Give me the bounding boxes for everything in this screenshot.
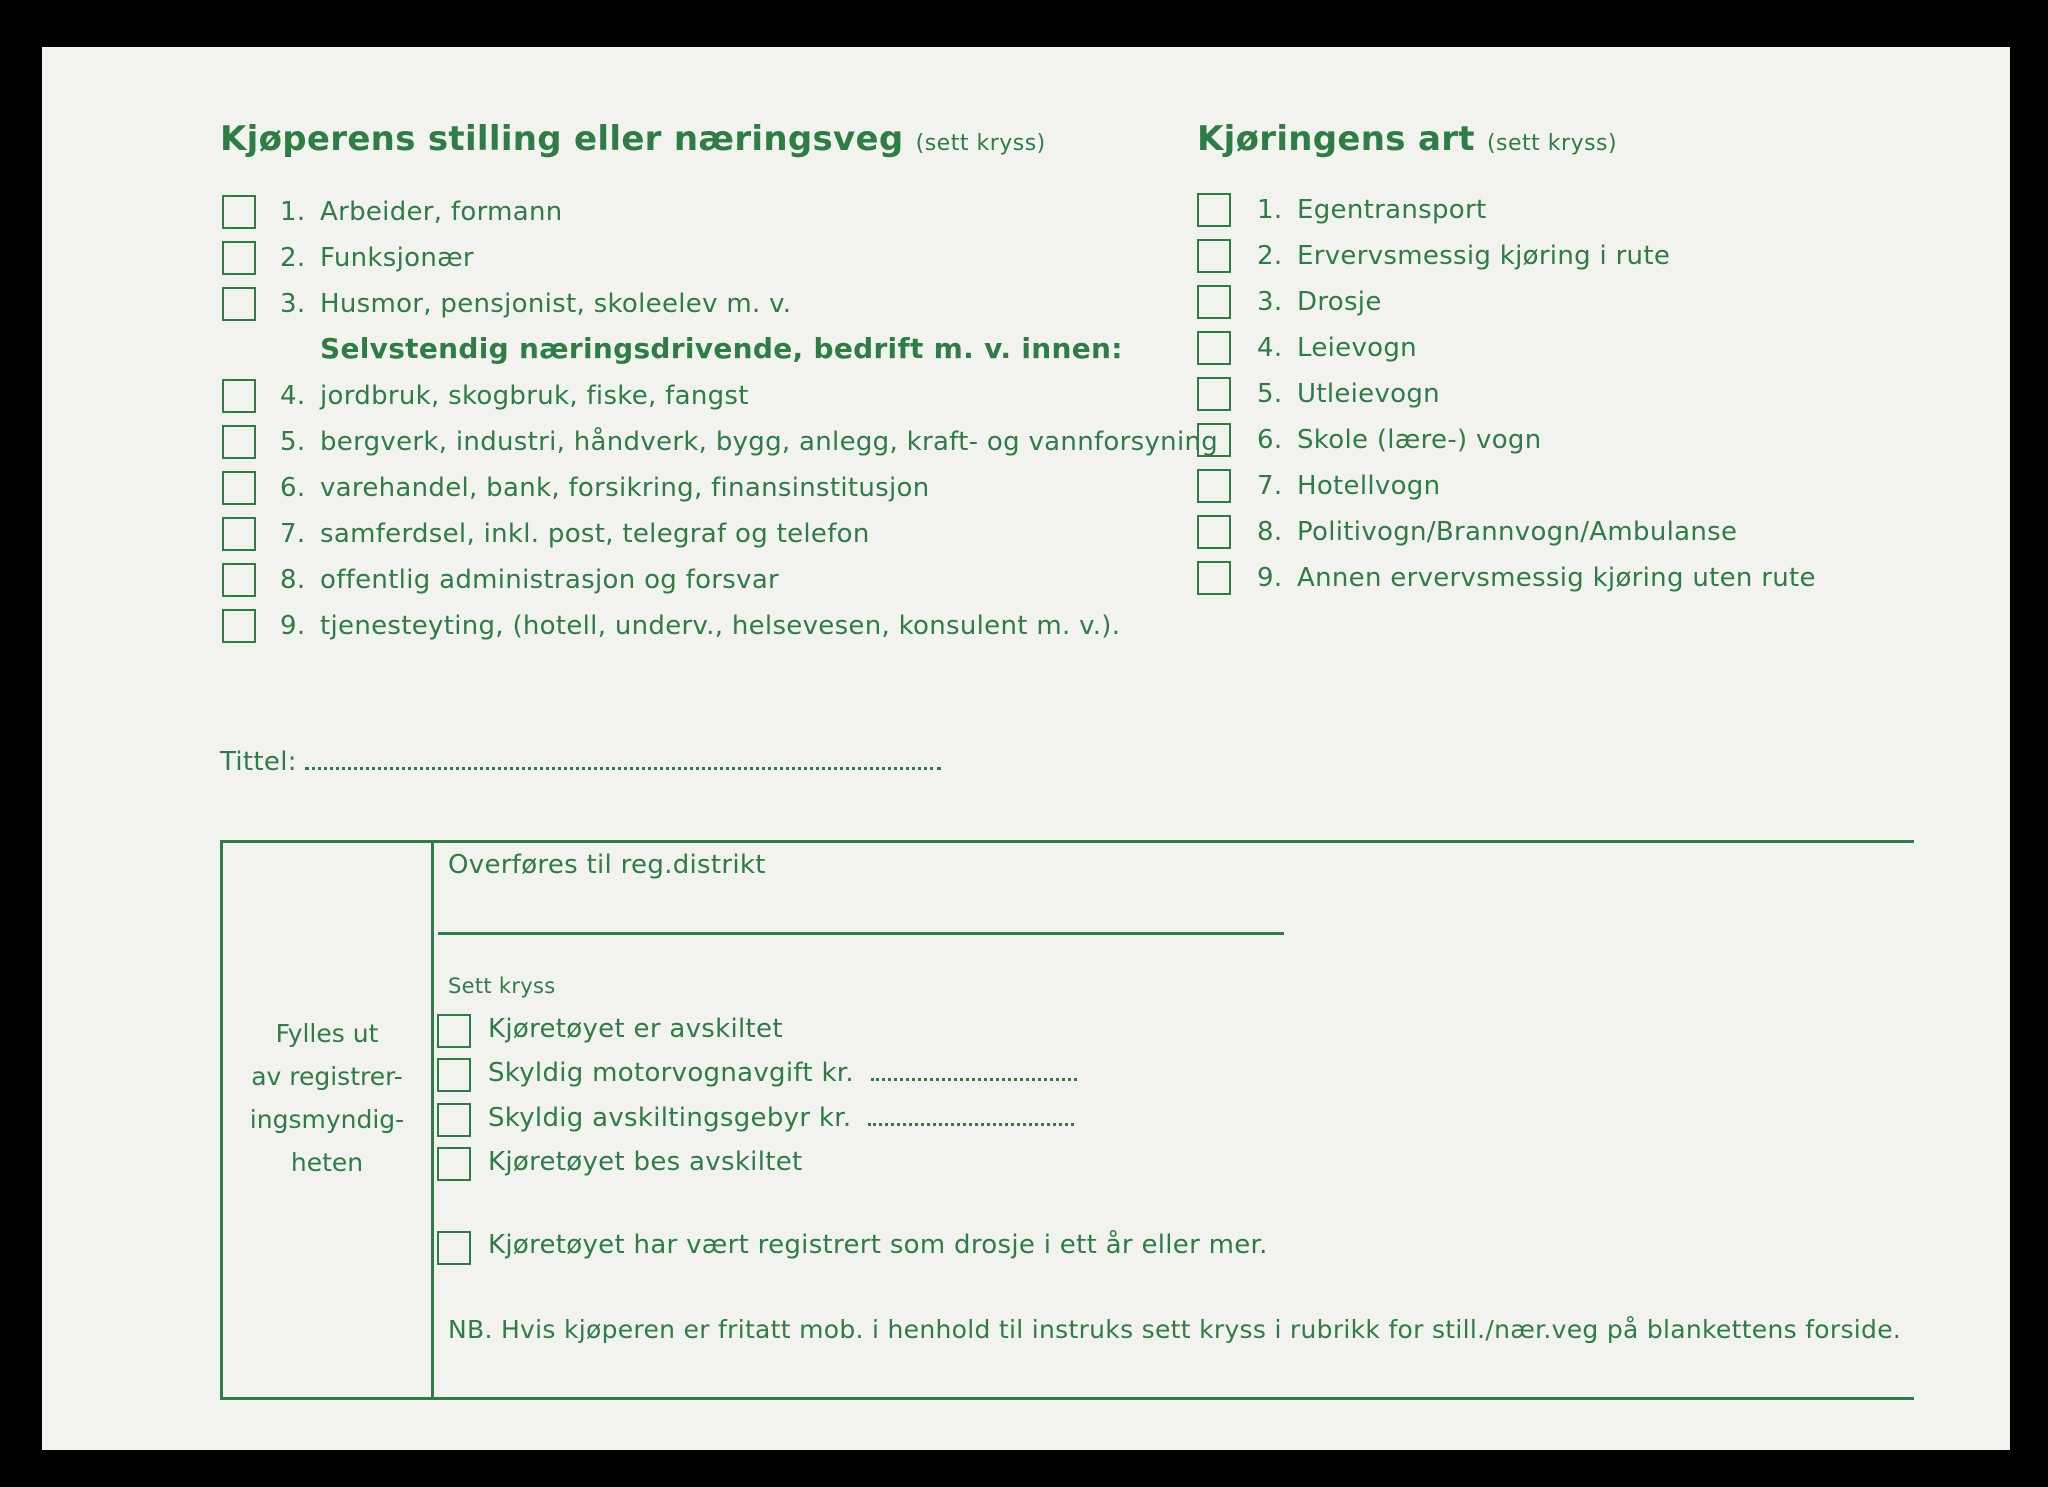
- item-label: Politivogn/Brannvogn/Ambulanse: [1297, 517, 1738, 547]
- item-number: 5.: [280, 427, 306, 457]
- occupation-item-6: [280, 473, 929, 503]
- check-prompt: Sett kryss: [448, 974, 556, 998]
- box-occupation-1[interactable]: [222, 195, 256, 229]
- title-dotted-line: [305, 761, 941, 770]
- check-label: Skyldig motorvognavgift kr.: [488, 1058, 854, 1088]
- item-label: Funksjonær: [320, 243, 474, 273]
- box-occupation-2[interactable]: [222, 241, 256, 275]
- item-label: jordbruk, skogbruk, fiske, fangst: [320, 381, 749, 411]
- item-label: tjenesteyting, (hotell, underv., helsevesen, konsulent m. v.).: [320, 611, 1121, 641]
- form-sheet: [42, 47, 2010, 1450]
- transfer-district-line[interactable]: [438, 932, 1284, 935]
- driving-item-4: [1257, 333, 1417, 363]
- occupation-item-8: [280, 565, 779, 595]
- item-number: 8.: [280, 565, 306, 595]
- box-occupation-5[interactable]: [222, 425, 256, 459]
- check-plates-removed: Kjøretøyet er avskiltet: [488, 1014, 783, 1044]
- registry-side-label: [223, 1012, 431, 1184]
- item-label: bergverk, industri, håndverk, bygg, anlegg, kraft- og vannforsyning: [320, 427, 1219, 457]
- heading-note: (sett kryss): [915, 131, 1046, 156]
- check-taxi-registered: Kjøretøyet har vært registrert som drosje i ett år eller mer.: [488, 1230, 1268, 1260]
- check-motor-tax-owed: [488, 1058, 1077, 1088]
- box-driving-7[interactable]: [1197, 469, 1231, 503]
- item-label: Utleievogn: [1297, 379, 1440, 409]
- driving-item-7: [1257, 471, 1440, 501]
- title-field[interactable]: [220, 747, 941, 777]
- amount-dotted-line[interactable]: [871, 1072, 1077, 1081]
- item-label: Skole (lære-) vogn: [1297, 425, 1542, 455]
- item-number: 5.: [1257, 379, 1283, 409]
- item-label: offentlig administrasjon og forsvar: [320, 565, 780, 595]
- item-number: 2.: [1257, 241, 1283, 271]
- box-motor-tax-owed[interactable]: [437, 1058, 471, 1092]
- item-number: 9.: [280, 611, 306, 641]
- item-label: Ervervsmessig kjøring i rute: [1297, 241, 1671, 271]
- item-number: 4.: [280, 381, 306, 411]
- box-occupation-6[interactable]: [222, 471, 256, 505]
- item-number: 8.: [1257, 517, 1283, 547]
- box-taxi-registered[interactable]: [437, 1231, 471, 1265]
- box-driving-9[interactable]: [1197, 561, 1231, 595]
- exemption-note: NB. Hvis kjøperen er fritatt mob. i henhold til instruks sett kryss i rubrikk for still./nær.veg på blankettens forside.: [448, 1315, 1902, 1344]
- buyer-occupation-heading: Kjøperens stilling eller næringsveg (sett kryss): [220, 119, 1046, 159]
- occupation-item-2: [280, 243, 474, 273]
- side-label-line: Fylles ut: [275, 1019, 379, 1048]
- driving-type-heading: Kjøringens art (sett kryss): [1197, 119, 1618, 159]
- driving-item-2: [1257, 241, 1670, 271]
- box-driving-5[interactable]: [1197, 377, 1231, 411]
- item-number: 3.: [1257, 287, 1283, 317]
- box-occupation-3[interactable]: [222, 287, 256, 321]
- side-label-line: ingsmyndig-: [249, 1105, 405, 1134]
- check-label: Skyldig avskiltingsgebyr kr.: [488, 1103, 852, 1133]
- transfer-district-label: Overføres til reg.distrikt: [448, 850, 766, 880]
- box-occupation-4[interactable]: [222, 379, 256, 413]
- registry-box-top-border: [220, 840, 1914, 843]
- amount-dotted-line[interactable]: [868, 1117, 1074, 1126]
- box-driving-1[interactable]: [1197, 193, 1231, 227]
- box-occupation-7[interactable]: [222, 517, 256, 551]
- heading-note: (sett kryss): [1486, 131, 1618, 156]
- driving-item-9: [1257, 563, 1816, 593]
- box-driving-8[interactable]: [1197, 515, 1231, 549]
- check-request-plate-removal: Kjøretøyet bes avskiltet: [488, 1147, 803, 1177]
- self-employed-subheading: Selvstendig næringsdrivende, bedrift m. v. innen:: [320, 332, 1123, 365]
- item-number: 7.: [1257, 471, 1283, 501]
- item-number: 6.: [1257, 425, 1283, 455]
- occupation-item-1: [280, 197, 563, 227]
- item-label: varehandel, bank, forsikring, finansinstitusjon: [320, 473, 930, 503]
- box-plate-fee-owed[interactable]: [437, 1103, 471, 1137]
- item-label: Leievogn: [1297, 333, 1417, 363]
- item-label: Hotellvogn: [1297, 471, 1441, 501]
- box-plates-removed[interactable]: [437, 1014, 471, 1048]
- box-driving-2[interactable]: [1197, 239, 1231, 273]
- occupation-item-4: [280, 381, 749, 411]
- item-label: Arbeider, formann: [320, 197, 563, 227]
- driving-item-8: [1257, 517, 1737, 547]
- side-label-line: av registrer-: [251, 1062, 403, 1091]
- item-number: 1.: [1257, 195, 1283, 225]
- item-label: Annen ervervsmessig kjøring uten rute: [1297, 563, 1816, 593]
- driving-item-1: [1257, 195, 1486, 225]
- side-label-line: heten: [290, 1148, 364, 1177]
- item-number: 4.: [1257, 333, 1283, 363]
- occupation-item-7: [280, 519, 870, 549]
- box-driving-3[interactable]: [1197, 285, 1231, 319]
- item-label: Egentransport: [1297, 195, 1487, 225]
- check-plate-fee-owed: [488, 1103, 1074, 1133]
- occupation-item-9: [280, 611, 1120, 641]
- item-label: Husmor, pensjonist, skoleelev m. v.: [320, 289, 792, 319]
- box-occupation-8[interactable]: [222, 563, 256, 597]
- registry-box-bottom-border: [220, 1397, 1914, 1400]
- registry-column-divider: [431, 840, 434, 1397]
- title-label: Tittel:: [220, 747, 297, 777]
- driving-item-5: [1257, 379, 1440, 409]
- driving-item-3: [1257, 287, 1382, 317]
- item-number: 1.: [280, 197, 306, 227]
- item-number: 2.: [280, 243, 306, 273]
- item-number: 3.: [280, 289, 306, 319]
- occupation-item-5: [280, 427, 1218, 457]
- item-label: samferdsel, inkl. post, telegraf og telefon: [320, 519, 870, 549]
- box-driving-4[interactable]: [1197, 331, 1231, 365]
- occupation-item-3: [280, 289, 791, 319]
- item-number: 9.: [1257, 563, 1283, 593]
- box-request-plate-removal[interactable]: [437, 1147, 471, 1181]
- driving-item-6: [1257, 425, 1542, 455]
- item-number: 7.: [280, 519, 306, 549]
- box-driving-6[interactable]: [1197, 423, 1231, 457]
- item-number: 6.: [280, 473, 306, 503]
- item-label: Drosje: [1297, 287, 1382, 317]
- box-occupation-9[interactable]: [222, 609, 256, 643]
